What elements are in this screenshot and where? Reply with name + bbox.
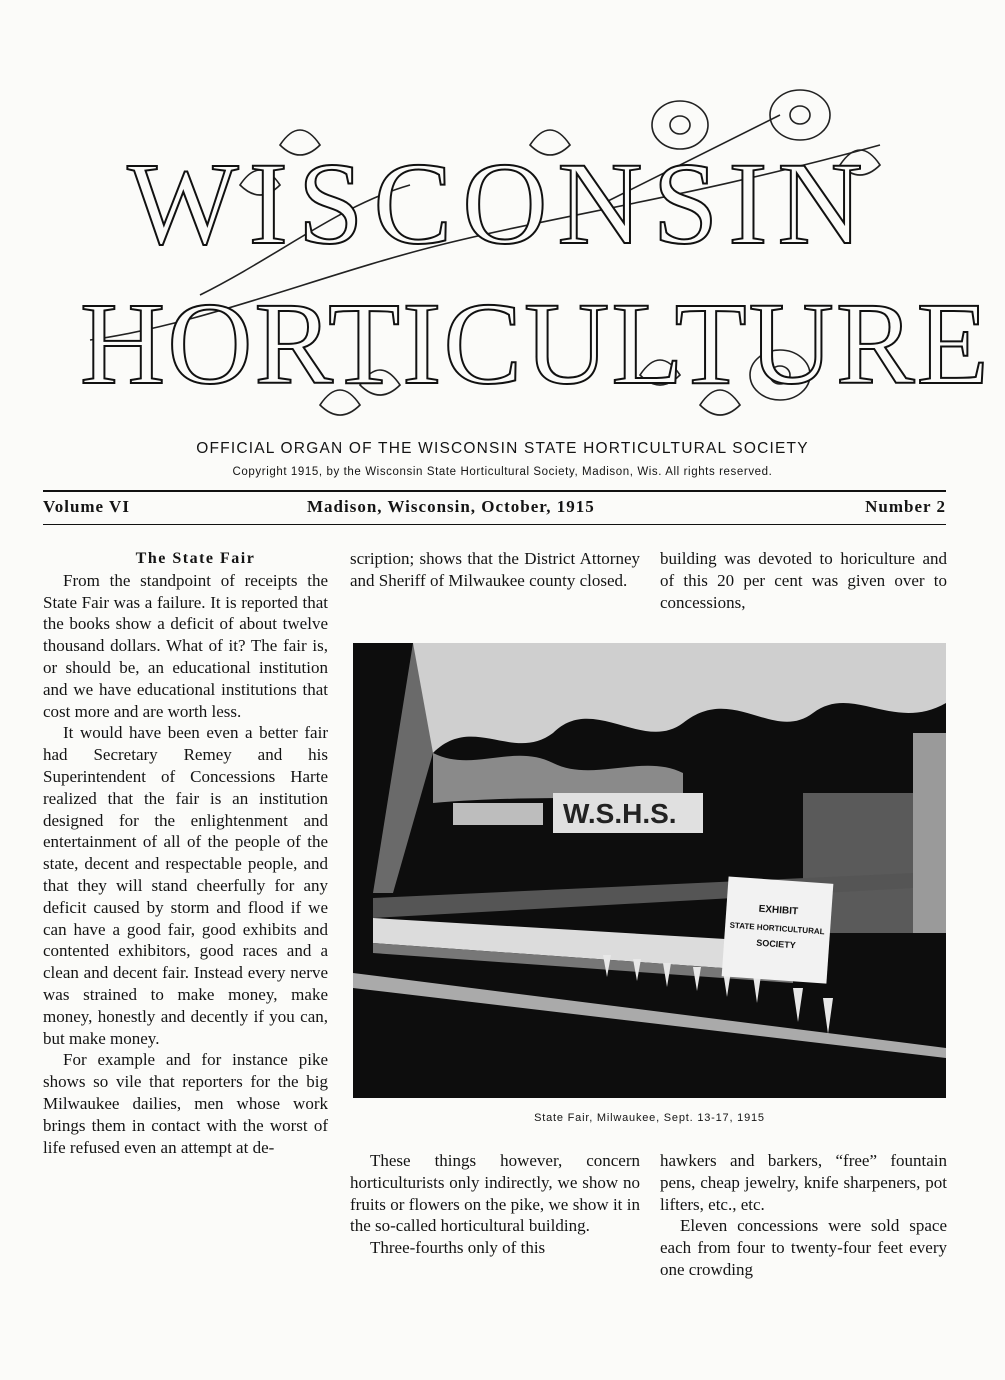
dateline-rule-top [43, 490, 946, 492]
masthead [80, 85, 991, 430]
article-paragraph: It would have been even a better fair had Secretary Remey and his Superintendent of Concessions Harte realized that the fair is an institution designed for the enlightenment and entertainment of all of the people of the state, decent and respectable people, and that they will stand cheerfully for any deficit caused by storm and flood if we can have a good fair, good exhibits and contented exhibitors, good races and a clean and decent fair. Instead every nerve was strained to make money, make money, honestly and decently if you can, but make money. [43, 723, 328, 1048]
masthead-subtitle: OFFICIAL ORGAN OF THE WISCONSIN STATE HORTICULTURAL SOCIETY [196, 440, 809, 457]
article-heading: The State Fair [135, 550, 256, 567]
dateline [43, 497, 946, 521]
volume-label: Volume VI [43, 497, 130, 516]
article-paragraph: These things however, concern horticulturists only indirectly, we show no fruits or flowers on the pike, we show it in the so-called horticultural building. [350, 1151, 640, 1236]
article-middle-bottom [350, 1150, 640, 1259]
banner-text: W.S.H.S. [563, 798, 677, 829]
copyright-notice: Copyright 1915, by the Wisconsin State Horticultural Society, Madison, Wis. All rights reserved. [232, 466, 773, 478]
article-paragraph: For example and for instance pike shows so vile that reporters for the big Milwaukee dailies, men whose work brings them in contact with the worst of life refused even an attempt at de- [43, 1050, 328, 1157]
photo-caption: State Fair, Milwaukee, Sept. 13-17, 1915 [534, 1112, 765, 1124]
article-paragraph: hawkers and barkers, “free” fountain pens, cheap jewelry, knife sharpeners, pot lifters, etc., etc. [660, 1151, 947, 1214]
article-right-top [660, 548, 947, 613]
article-paragraph: building was devoted to horiculture and of this 20 per cent was given over to concessions, [660, 549, 947, 612]
sign-line1: EXHIBIT [758, 903, 799, 918]
masthead-title-line2: HORTICULTURE [80, 278, 991, 409]
masthead-title-line1: WISCONSIN [127, 138, 873, 269]
dateline-rule-bottom [43, 524, 946, 525]
sign-line3: SOCIETY [755, 937, 797, 951]
article-middle-top [350, 548, 640, 592]
state-fair-photo [353, 643, 946, 1098]
article-left-column [43, 548, 328, 1158]
place-date-label: Madison, Wisconsin, October, 1915 [307, 497, 595, 516]
article-paragraph: Eleven concessions were sold space each from four to twenty-four feet every one crowding [660, 1216, 947, 1279]
exhibit-hall-photo-icon [353, 643, 946, 1098]
sign-line2: STATE HORTICULTURAL [729, 920, 825, 937]
article-right-bottom [660, 1150, 947, 1281]
article-paragraph: From the standpoint of receipts the State Fair was a failure. It is reported that the books show a deficit of about twelve thousand dollars. What of it? The fair is, or should be, an educational institution and we have educational institutions that cost more and are worth less. [43, 570, 328, 721]
article-paragraph: scription; shows that the District Attorney and Sheriff of Milwaukee county closed. [350, 549, 640, 590]
number-label: Number 2 [865, 497, 946, 516]
article-paragraph: Three-fourths only of this [370, 1238, 546, 1258]
